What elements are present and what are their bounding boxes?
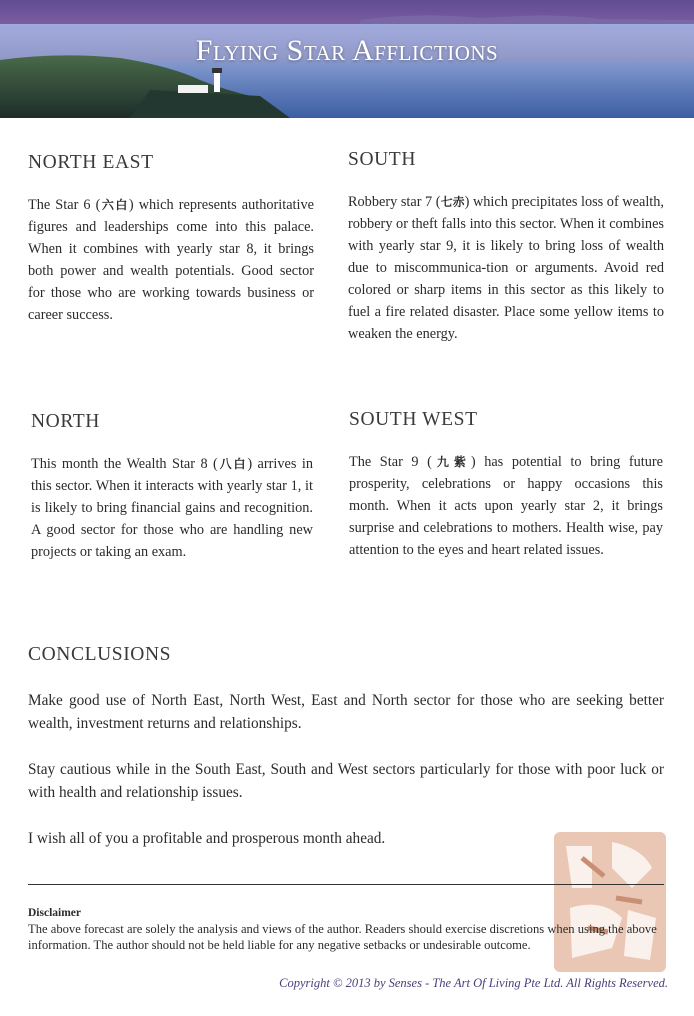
chinese-star-name: 九紫 <box>431 455 471 469</box>
chinese-seal-stamp-icon <box>552 828 668 976</box>
header-banner <box>0 0 694 118</box>
section-heading-north: NORTH <box>31 411 100 432</box>
disclaimer-text: The above forecast are solely the analysis and views of the author. Readers should exercise discretions when using the above information. The author should not be held liable for any negative setbacks or undesirable outcome. <box>28 922 657 952</box>
chinese-star-name: 八白 <box>217 457 248 471</box>
text-segment: The Star 6 ( <box>28 197 101 213</box>
section-body-south <box>348 191 664 345</box>
section-south-west <box>349 409 663 561</box>
text-segment: ) has potential to bring future prosperity, celebrations or happy occasions this month. When it acts upon yearly star 2, it brings surprise and celebrations to mothers. Health wise, pay attention to the eyes and heart related issues. <box>349 454 663 558</box>
section-heading-south-west: SOUTH WEST <box>349 409 478 430</box>
conclusion-paragraph: Make good use of North East, North West, East and North sector for those who are seeking better wealth, investment returns and relationships. <box>28 692 664 732</box>
text-segment: This month the Wealth Star 8 ( <box>31 456 218 472</box>
text-segment: Robbery star 7 ( <box>348 194 441 210</box>
section-body-north <box>31 453 313 563</box>
section-north-east <box>28 152 314 326</box>
conclusion-paragraph: I wish all of you a profitable and prosperous month ahead. <box>28 830 386 847</box>
text-segment: The Star 9 ( <box>349 454 432 470</box>
chinese-star-name: 六白 <box>100 198 129 212</box>
section-body-south-west <box>349 451 663 561</box>
section-south <box>348 149 664 345</box>
section-heading-south: SOUTH <box>348 149 417 170</box>
text-segment: ) which represents authoritative figures and leaderships come into this palace. When it combines with yearly star 8, it brings both power and wealth potentials. Good sector for those who are working towards business or career success. <box>28 197 314 323</box>
section-body-north-east <box>28 194 314 326</box>
disclaimer <box>28 905 664 953</box>
page-title: Flying Star Afflictions <box>195 34 499 67</box>
section-heading-north-east: NORTH EAST <box>28 152 154 173</box>
text-segment: ) which precipitates loss of wealth, robbery or theft falls into this sector. When it combines with yearly star 9, it is likely to bring loss of wealth due to miscommunica-tion or arguments. Avoid red colored or sharp items in this sector as this likely to fuel a fire related disaster. Place some yellow items to weaken the energy. <box>348 194 664 342</box>
disclaimer-heading: Disclaimer <box>28 907 82 919</box>
chinese-star-name: 七赤 <box>440 195 465 209</box>
conclusion-paragraph: Stay cautious while in the South East, South and West sectors particularly for those with poor luck or with health and relationship issues. <box>28 761 664 801</box>
divider-line <box>28 884 664 885</box>
section-north <box>31 411 313 563</box>
conclusions-heading: CONCLUSIONS <box>28 644 172 665</box>
text-segment: ) arrives in this sector. When it interacts with yearly star 1, it is likely to bring financial gains and recognition. A good sector for those who are handling new projects or taking an exam. <box>31 456 313 560</box>
copyright-notice: Copyright © 2013 by Senses - The Art Of Living Pte Ltd. All Rights Reserved. <box>279 976 668 990</box>
conclusions-section <box>28 644 664 850</box>
